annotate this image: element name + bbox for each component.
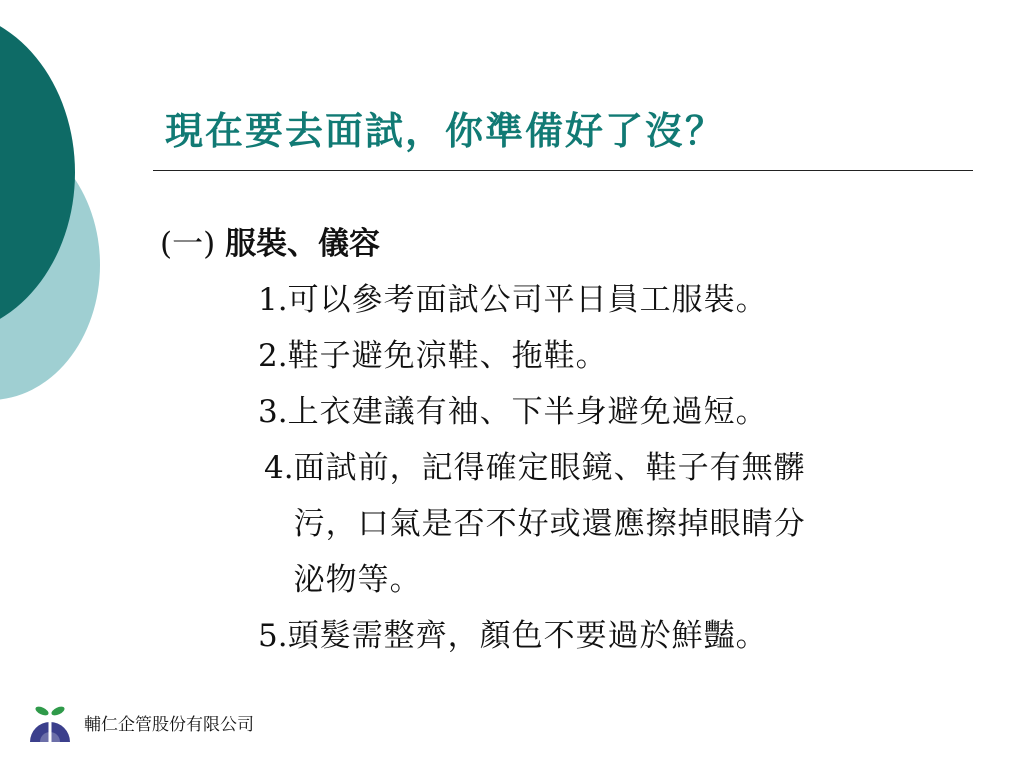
company-name: 輔仁企管股份有限公司 [84,714,254,735]
title-divider [153,170,973,171]
seedling-logo-icon [28,700,72,744]
footer [28,700,254,744]
list-item [258,272,958,328]
section-heading [160,218,380,263]
item-list [258,272,958,664]
item-number: 5. [258,618,288,654]
list-item [258,608,958,664]
item-text [294,440,929,608]
item-number: 3. [258,394,288,430]
section-label: 服裝、儀容 [225,226,381,262]
item-number: 2. [258,338,288,374]
item-number: 4. [264,450,294,486]
item-text-line: 污，口氣是否不好或還應擦掉眼睛分 [293,506,806,542]
list-item [258,384,958,440]
item-text: 頭髮需整齊，顏色不要過於鮮豔。 [287,618,768,654]
slide-title: 現在要去面試，你準備好了沒？ [165,108,726,153]
item-text-line: 泌物等。 [293,562,422,598]
item-number: 1. [258,282,288,318]
list-item [258,328,958,384]
item-text: 上衣建議有袖、下半身避免過短。 [287,394,768,430]
item-text: 鞋子避免涼鞋、拖鞋。 [287,338,608,374]
list-item [258,440,958,608]
section-number: (一) [160,226,216,262]
item-text-line: 面試前，記得確定眼鏡、鞋子有無髒 [293,450,806,486]
item-text: 可以參考面試公司平日員工服裝。 [287,282,768,318]
